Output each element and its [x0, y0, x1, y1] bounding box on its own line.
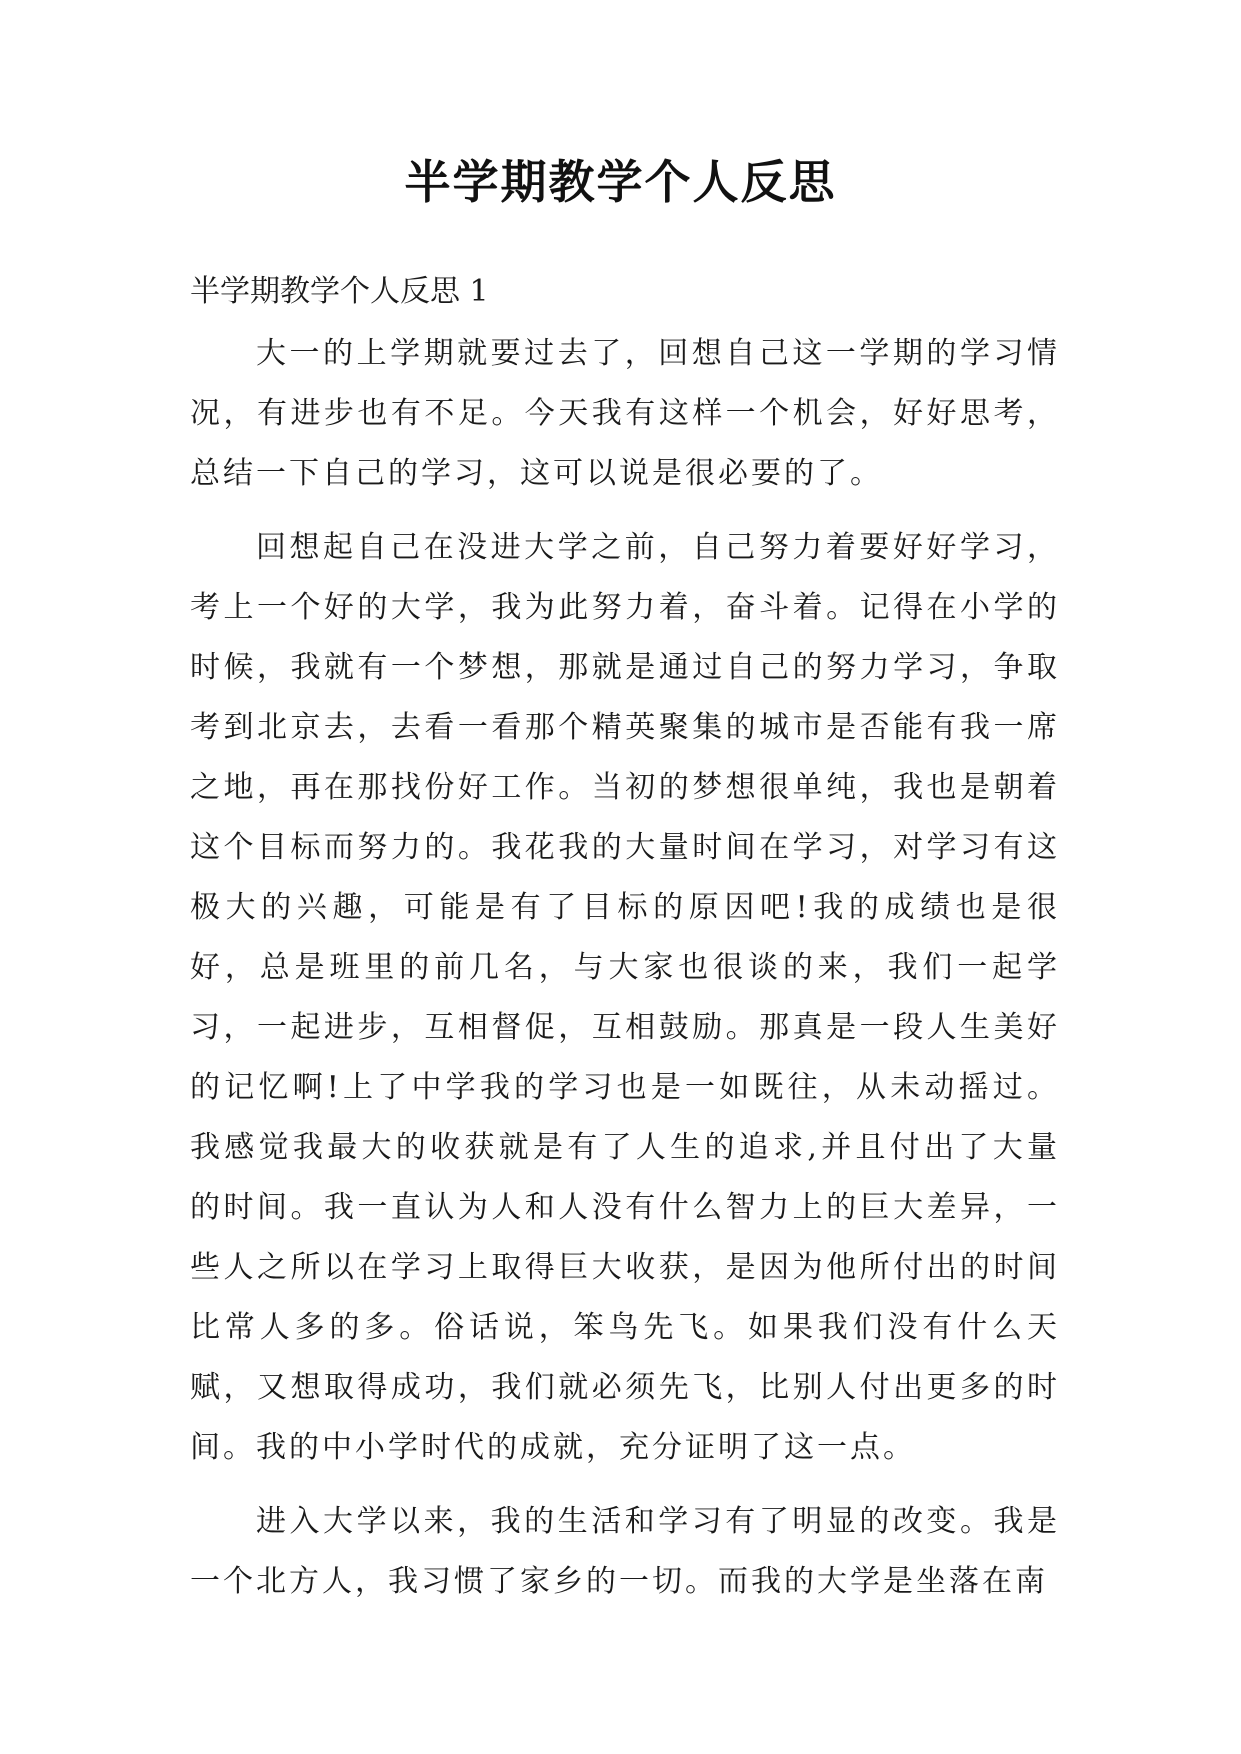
- document-title: 半学期教学个人反思: [404, 155, 837, 209]
- paragraph-1: 大一的上学期就要过去了，回想自己这一学期的学习情况，有进步也有不足。今天我有这样一个机会，好好思考，总结一下自己的学习，这可以说是很必要的了。: [190, 336, 1060, 491]
- paragraph-2: 回想起自己在没进大学之前，自己努力着要好好学习，考上一个好的大学，我为此努力着，奋斗着。记得在小学的时候，我就有一个梦想，那就是通过自己的努力学习，争取考到北京去，去看一看那个精英聚集的城市是否能有我一席之地，再在那找份好工作。当初的梦想很单纯，我也是朝着这个目标而努力的。我花我的大量时间在学习，对学习有这极大的兴趣，可能是有了目标的原因吧!我的成绩也是很好，总是班里的前几名，与大家也很谈的来，我们一起学习，一起进步，互相督促，互相鼓励。那真是一段人生美好的记忆啊!上了中学我的学习也是一如既往，从未动摇过。我感觉我最大的收获就是有了人生的追求,并且付出了大量的时间。我一直认为人和人没有什么智力上的巨大差异，一些人之所以在学习上取得巨大收获，是因为他所付出的时间比常人多的多。俗话说，笨鸟先飞。如果我们没有什么天赋，又想取得成功，我们就必须先飞，比别人付出更多的时间。我的中小学时代的成就，充分证明了这一点。: [190, 530, 1060, 1465]
- section-heading: 半学期教学个人反思 1: [190, 274, 489, 309]
- paragraph-3: 进入大学以来，我的生活和学习有了明显的改变。我是一个北方人，我习惯了家乡的一切。而我的大学是坐落在南: [190, 1504, 1060, 1599]
- document-body: [190, 262, 1060, 1612]
